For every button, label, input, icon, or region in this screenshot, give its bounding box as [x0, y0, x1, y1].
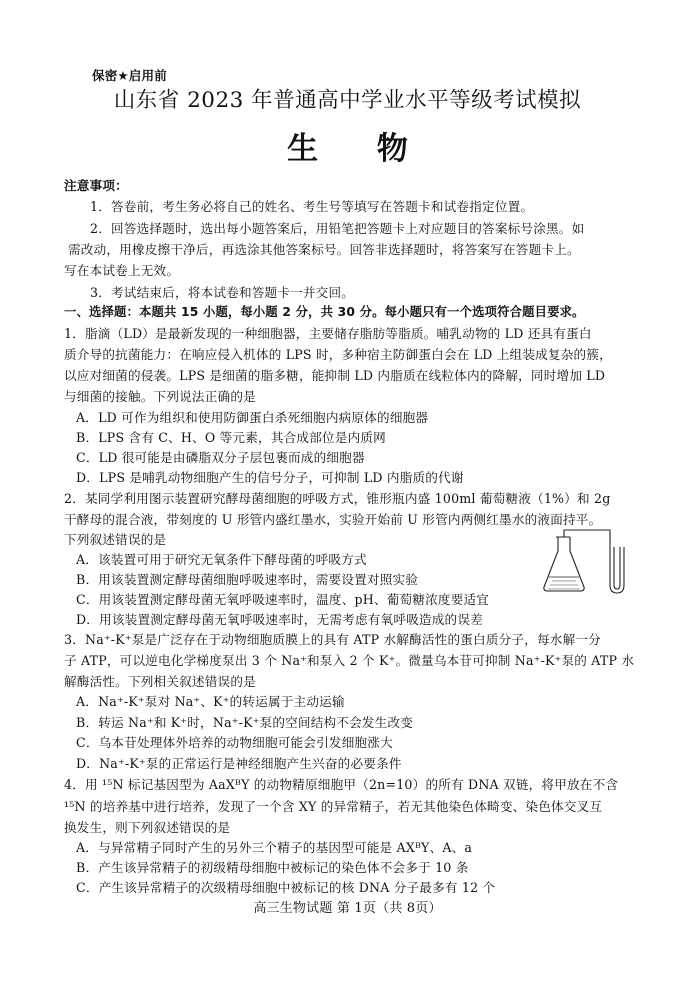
note-1: 1．答卷前，考生务必将自己的姓名、考生号等填写在答题卡和试卷指定位置。	[90, 199, 534, 214]
q2-stem-line-3: 下列叙述错误的是	[64, 532, 167, 547]
q2-option-a: A．该装置可用于研究无氧条件下酵母菌的呼吸方式	[76, 552, 367, 567]
q3-stem-line-2: 子 ATP，可以逆电化学梯度泵出 3 个 Na⁺和泵入 2 个 K⁺。微量乌本苷可抑制 Na⁺-K⁺泵的 ATP 水	[64, 653, 635, 668]
q4-option-c: C．产生该异常精子的次级精母细胞中被标记的核 DNA 分子最多有 12 个	[76, 880, 496, 895]
confidential-label: 保密★启用前	[92, 68, 167, 83]
q1-option-d: D．LPS 是哺乳动物细胞产生的信号分子，可抑制 LD 内脂质的代谢	[76, 470, 464, 485]
q1-stem-line-4: 与细菌的接触。下列说法正确的是	[64, 389, 256, 404]
q2-option-d: D．用该装置测定酵母菌无氧呼吸速率时，无需考虑有氧呼吸造成的误差	[76, 612, 483, 627]
q1-stem-line-1: 1．脂滴（LD）是最新发现的一种细胞器，主要储存脂肪等脂质。哺乳动物的 LD 还具有蛋白	[64, 326, 592, 341]
q3-stem-line-1: 3．Na⁺-K⁺泵是广泛存在于动物细胞质膜上的具有 ATP 水解酶活性的蛋白质分子，每水解一分	[64, 632, 601, 647]
q2-option-c: C．用该装置测定酵母菌无氧呼吸速率时，温度、pH、葡萄糖浓度要适宜	[76, 592, 490, 607]
q1-stem-line-2: 质介导的抗菌能力：在响应侵入机体的 LPS 时，多种宿主防御蛋白会在 LD 上组装成复杂的簇，	[64, 347, 612, 362]
flask-u-tube-apparatus-diagram	[540, 527, 650, 597]
note-2-line-3: 写在本试卷上无效。	[64, 263, 180, 278]
q1-option-c: C．LD 很可能是由磷脂双分子层包裹而成的细胞器	[76, 450, 365, 465]
q2-stem-line-1: 2．某同学利用图示装置研究酵母菌细胞的呼吸方式，锥形瓶内盛 100ml 葡萄糖液（1%）和 2g	[64, 491, 611, 506]
q2-option-b: B．用该装置测定酵母菌细胞呼吸速率时，需要设置对照实验	[76, 572, 419, 587]
q1-option-b: B．LPS 含有 C、H、O 等元素，其合成部位是内质网	[76, 430, 386, 445]
note-3: 3．考试结束后，将本试卷和答题卡一并交回。	[90, 285, 355, 300]
q4-stem-line-2: ¹⁵N 的培养基中进行培养，发现了一个含 XY 的异常精子，若无其他染色体畸变、染色体交叉互	[64, 799, 603, 814]
q4-option-b: B．产生该异常精子的初级精母细胞中被标记的染色体不会多于 10 条	[76, 860, 469, 875]
notes-heading: 注意事项：	[64, 178, 128, 193]
q1-option-a: A．LD 可作为组织和使用防御蛋白杀死细胞内病原体的细胞器	[76, 410, 429, 425]
q3-option-d: D．Na⁺-K⁺泵的正常运行是神经细胞产生兴奋的必要条件	[76, 756, 402, 771]
q3-option-b: B．转运 Na⁺和 K⁺时，Na⁺-K⁺泵的空间结构不会发生改变	[76, 715, 414, 730]
q3-option-c: C．乌本苷处理体外培养的动物细胞可能会引发细胞涨大	[76, 735, 393, 750]
page-footer: 高三生物试题 第 1页（共 8页）	[253, 901, 442, 916]
exam-title: 山东省 2023 年普通高中学业水平等级考试模拟	[113, 88, 582, 113]
q3-option-a: A．Na⁺-K⁺泵对 Na⁺、K⁺的转运属于主动运输	[76, 694, 345, 709]
q3-stem-line-3: 解酶活性。下列相关叙述错误的是	[64, 674, 256, 689]
note-2-line-2: 需改动，用橡皮擦干净后，再选涂其他答案标号。回答非选择题时，将答案写在答题卡上。	[68, 242, 580, 257]
q4-option-a: A．与异常精子同时产生的另外三个精子的基因型可能是 AXᴮY、A、a	[76, 840, 473, 855]
subject-title: 生 物	[287, 131, 432, 167]
section-heading: 一、选择题：本题共 15 小题，每小题 2 分，共 30 分。每小题只有一个选项符合题目要求。	[64, 305, 585, 319]
q2-stem-line-2: 干酵母的混合液，带刻度的 U 形管内盛红墨水，实验开始前 U 形管内两侧红墨水的液面持平。	[64, 512, 602, 527]
q1-stem-line-3: 以应对细菌的侵袭。LPS 是细菌的脂多糖，能抑制 LD 内脂质在线粒体内的降解，同时增加 LD	[64, 368, 606, 383]
q4-stem-line-1: 4．用 ¹⁵N 标记基因型为 AaXᴮY 的动物精原细胞甲（2n=10）的所有 DNA 双链，将甲放在不含	[64, 777, 619, 792]
q4-stem-line-3: 换发生，则下列叙述错误的是	[64, 820, 231, 835]
note-2-line-1: 2．回答选择题时，选出每小题答案后，用铅笔把答题卡上对应题目的答案标号涂黑。如	[90, 221, 585, 236]
